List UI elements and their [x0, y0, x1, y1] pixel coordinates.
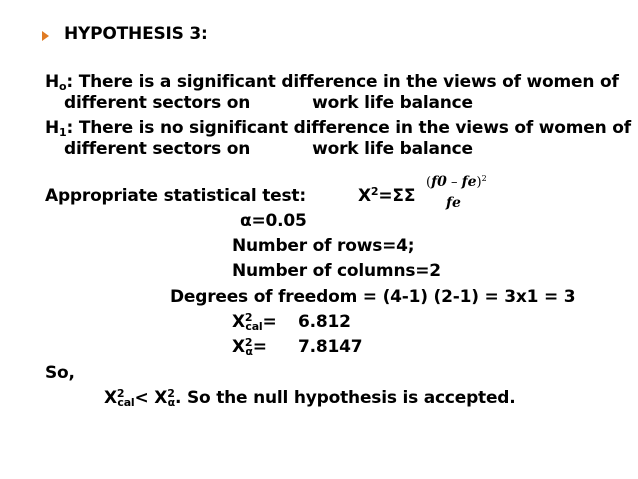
h0-subscript: o: [59, 80, 67, 93]
alt-hypothesis-line-2: [64, 139, 473, 159]
alt-hypothesis-line-1: [45, 118, 631, 138]
h0-symbol: H: [45, 72, 60, 92]
h1-text-part-a: different sectors on: [64, 139, 251, 159]
fraction-numerator: (f0 – fe)$^2$: [426, 174, 487, 190]
h1-symbol: H: [45, 118, 60, 138]
h0-text: : There is a significant difference in the views of women of: [66, 72, 619, 92]
conclusion: $X^2_{cal}< X^2_\alpha$. So the null hypothesis is accepted.: [104, 387, 516, 409]
h1-subscript: 1: [59, 126, 67, 139]
null-hypothesis-line-2: [64, 93, 473, 113]
number-of-columns: Number of columns=2: [232, 261, 441, 281]
chi-square-calculated: $X^2_{cal}=$: [232, 311, 277, 333]
alpha-value: α=0.05: [240, 211, 307, 231]
chi-square-formula: [358, 186, 415, 206]
formula-sup: 2: [370, 185, 379, 198]
chi-square-fraction: [426, 174, 496, 218]
h0-text-part-b: work life balance: [312, 93, 473, 113]
so-label: So,: [45, 363, 75, 383]
null-hypothesis-line-1: [45, 72, 619, 92]
degrees-of-freedom: Degrees of freedom = (4-1) (2-1) = 3x1 = 3: [170, 287, 576, 307]
chi-square-calculated-value: 6.812: [298, 312, 351, 332]
h1-text: : There is no significant difference in the views of women of: [66, 118, 631, 138]
number-of-rows: Number of rows=4;: [232, 236, 415, 256]
fraction-denominator: fe: [446, 195, 461, 211]
formula-x: X: [358, 186, 371, 206]
bullet-arrow-icon: [42, 31, 49, 41]
hypothesis-heading: HYPOTHESIS 3:: [64, 24, 208, 44]
chi-square-critical-value: 7.8147: [298, 337, 363, 357]
h0-text-part-a: different sectors on: [64, 93, 251, 113]
statistical-test-label: Appropriate statistical test:: [45, 186, 306, 206]
h1-text-part-b: work life balance: [312, 139, 473, 159]
chi-square-critical: $X^2_\alpha=$: [232, 336, 267, 358]
formula-sigma: =ΣΣ: [378, 186, 416, 206]
